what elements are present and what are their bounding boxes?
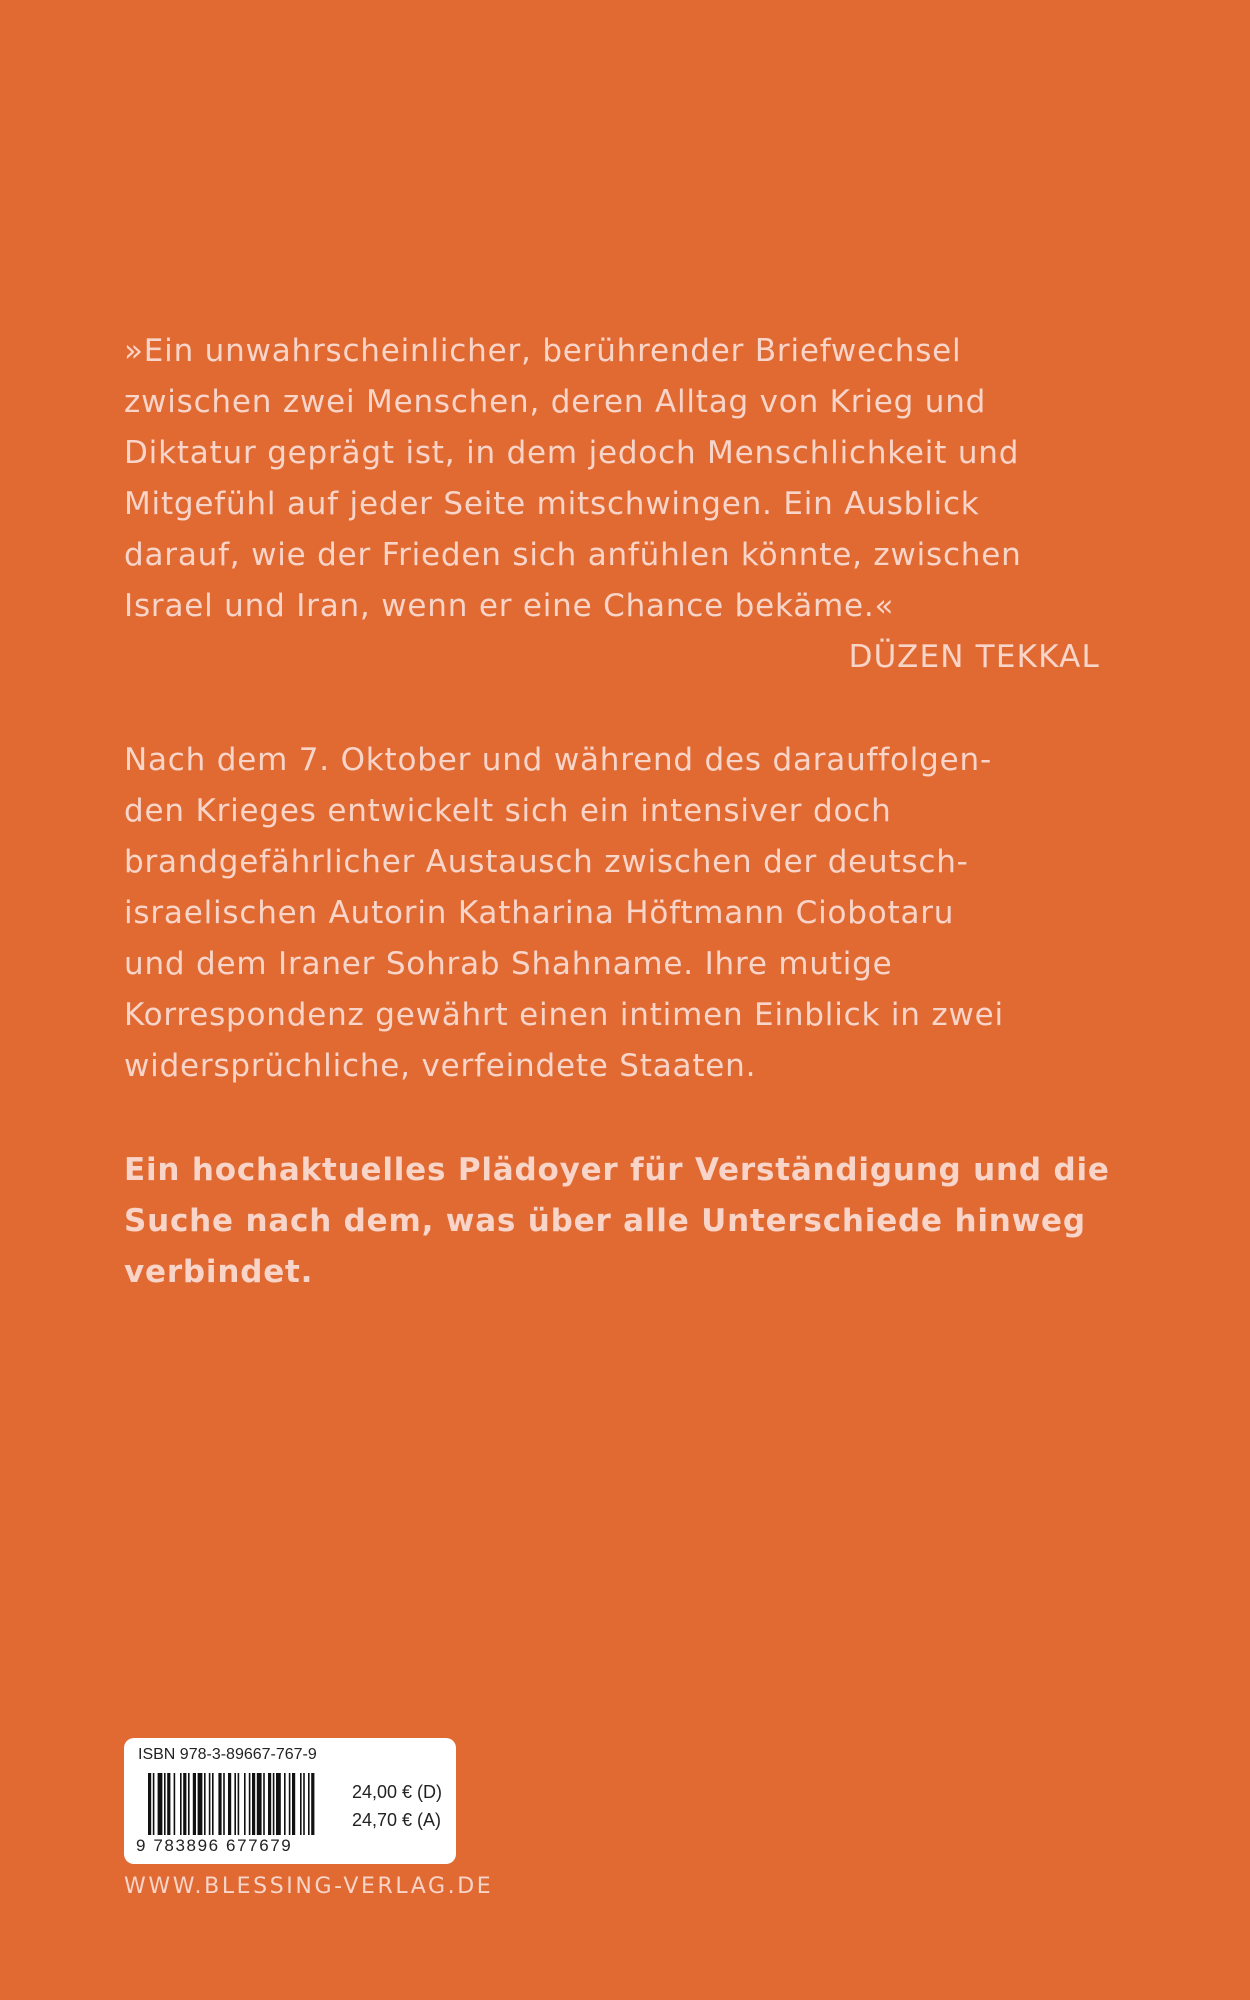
barcode-bar [167, 1773, 170, 1835]
description-block [124, 735, 1124, 1092]
barcode-bar [183, 1773, 186, 1835]
barcode-bar [311, 1773, 314, 1835]
barcode-bar [244, 1773, 246, 1835]
quote-line: »Ein unwahrscheinlicher, berührender Briefwechsel [124, 333, 962, 369]
summary-line: Ein hochaktuelles Plädoyer für Verständigung und die [124, 1152, 1110, 1188]
summary-block [124, 1145, 1124, 1298]
quote-line: darauf, wie der Frieden sich anfühlen könnte, zwischen [124, 537, 1022, 573]
summary-line: Suche nach dem, was über alle Unterschiede hinweg [124, 1203, 1086, 1239]
publisher-website: WWW.BLESSING-VERLAG.DE [124, 1874, 494, 1899]
barcode-bar [308, 1773, 310, 1835]
barcode-bar [174, 1773, 176, 1835]
quote-block [124, 326, 1124, 632]
price-austria: 24,70 € (A) [352, 1810, 442, 1830]
barcode-bar [276, 1773, 281, 1835]
description-line: Nach dem 7. Oktober und während des darauffolgen- [124, 742, 992, 778]
isbn-text: ISBN 978-3-89667-767-9 [138, 1746, 317, 1763]
barcode-bar [268, 1773, 271, 1835]
quote-line: zwischen zwei Menschen, deren Alltag von Krieg und [124, 384, 987, 420]
barcode-bar [209, 1773, 211, 1835]
quote-attribution: DÜZEN TEKKAL [848, 639, 1100, 675]
description-line: israelischen Autorin Katharina Höftmann Ciobotaru [124, 895, 955, 931]
barcode-bar [164, 1773, 166, 1835]
barcode-bar [228, 1773, 231, 1835]
ean-digits: 9 783896 677679 [136, 1836, 293, 1855]
description-line: den Krieges entwickelt sich ein intensiver doch [124, 793, 892, 829]
barcode-bar [303, 1773, 305, 1835]
barcode-label [124, 1738, 456, 1864]
barcode-bar [198, 1773, 203, 1835]
description-line: und dem Iraner Sohrab Shahname. Ihre mutige [124, 946, 893, 982]
description-line: brandgefährlicher Austausch zwischen der deutsch- [124, 844, 969, 880]
barcode-bar [257, 1773, 262, 1835]
barcode-bar [204, 1773, 206, 1835]
barcode-bar [193, 1773, 196, 1835]
description-line: widersprüchliche, verfeindete Staaten. [124, 1048, 757, 1084]
price-germany: 24,00 € (D) [352, 1782, 443, 1802]
barcode-bar [273, 1773, 275, 1835]
barcode-bar [180, 1773, 182, 1835]
barcode-bar [148, 1773, 151, 1835]
barcode-bar [263, 1773, 265, 1835]
price-block [352, 1778, 442, 1834]
barcode-bar [223, 1773, 225, 1835]
barcode-bar [284, 1773, 286, 1835]
barcode-bar [218, 1773, 221, 1835]
barcode-bar [234, 1773, 236, 1835]
barcode-bar [249, 1773, 251, 1835]
barcode-bar [300, 1773, 302, 1835]
barcode-bar [289, 1773, 291, 1835]
summary-line: verbindet. [124, 1254, 314, 1290]
barcode-bar [153, 1773, 155, 1835]
barcode-bar [238, 1773, 240, 1835]
quote-line: Diktatur geprägt ist, in dem jedoch Menschlichkeit und [124, 435, 1020, 471]
barcode-bar [188, 1773, 190, 1835]
description-line: Korrespondenz gewährt einen intimen Einblick in zwei [124, 997, 1004, 1033]
barcode-icon [148, 1773, 364, 1835]
barcode-bar [252, 1773, 255, 1835]
quote-line: Israel und Iran, wenn er eine Chance bekäme.« [124, 588, 895, 624]
quote-line: Mitgefühl auf jeder Seite mitschwingen. Ein Ausblick [124, 486, 980, 522]
barcode-bar [292, 1773, 295, 1835]
barcode-bar [212, 1773, 214, 1835]
barcode-bar [158, 1773, 163, 1835]
